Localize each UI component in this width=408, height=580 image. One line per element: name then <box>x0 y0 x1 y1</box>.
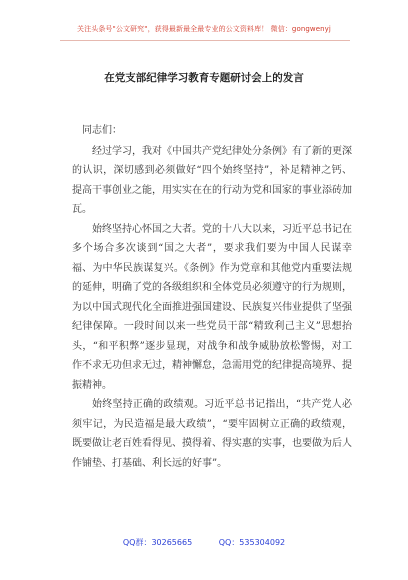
paragraph-national-interest: 始终坚持心怀国之大者。党的十八大以来，习近平总书记在多个场合多次谈到“国之大者”，要求我们要为中国人民谋幸福、为中华民族谋复兴。《条例》作为党章和其他党内重要法规的延伸，明确了党的各级组织和全体党员必须遵守的行为规则，为以中国式现代化全面推进强国建设、民族复兴伟业提供了坚强纪律保障。一段时间以来一些党员干部“精致利己主义”思想抬头，“和平积弊”逐步显现，对战争和战争威胁放松警惕，对工作不求无功但求无过，精神懈怠，急需用党的纪律提高境界、提振精神。 <box>72 223 352 391</box>
document-body <box>72 121 352 473</box>
header-divider <box>60 40 350 41</box>
footer-qq-group: QQ群：30265665 <box>122 538 193 547</box>
document-title: 在党支部纪律学习教育专题研讨会上的发言 <box>104 72 304 84</box>
paragraph-intro: 经过学习，我对《中国共产党纪律处分条例》有了新的更深的认识，深切感到必须做好“四个始终坚持”，补足精神之钙、提高干事创业之能，用实实在在的行动为党和国家的事业添砖加瓦。 <box>72 145 352 215</box>
footer-contact <box>0 537 408 548</box>
header-promo-note: 关注头条号"公文研究"，获得最新最全最专业的公文资料库！ 微信：gongwenyj <box>77 25 331 33</box>
paragraph-performance-view: 始终坚持正确的政绩观。习近平总书记指出，“共产党人必须牢记，为民造福是最大政绩”，“要牢固树立正确的政绩观，既要做让老百姓看得见、摸得着、得实惠的实事，也要做为后人作铺垫、打基础、利长远的好事”。 <box>72 399 352 469</box>
footer-qq-number: QQ：535304092 <box>218 538 286 547</box>
greeting: 同志们： <box>82 125 122 136</box>
